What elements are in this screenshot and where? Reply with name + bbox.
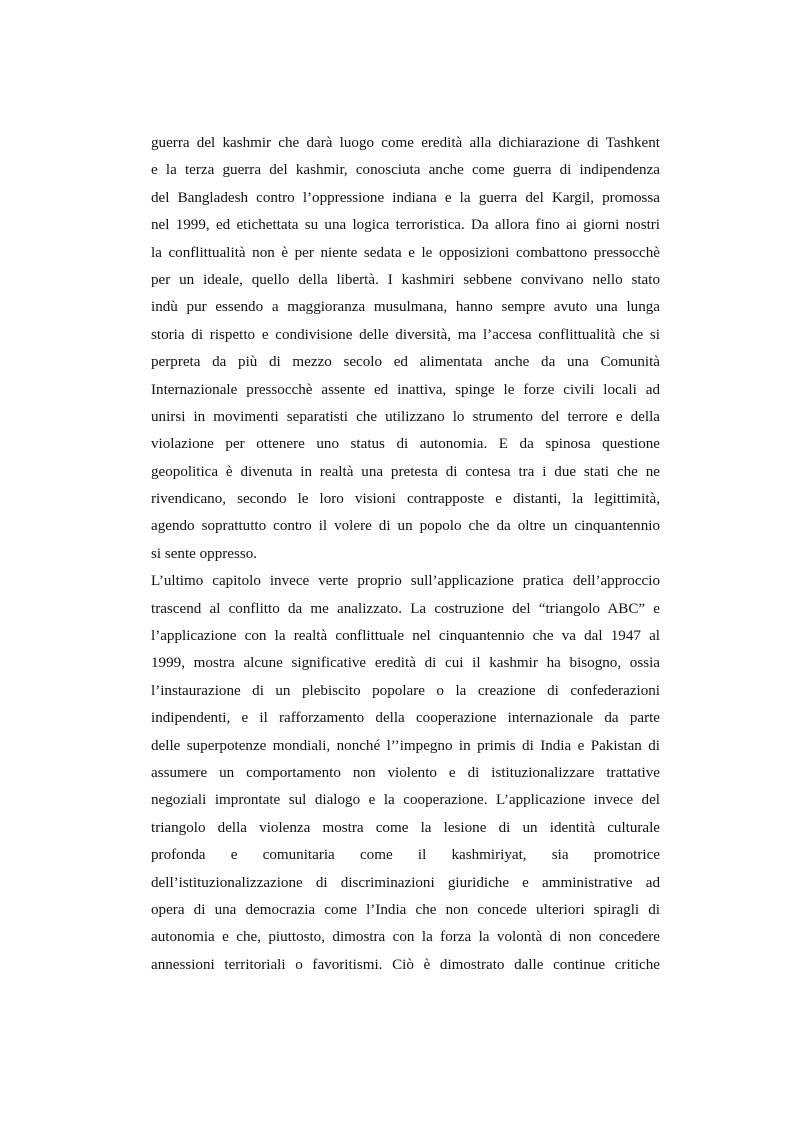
- text-line: l’applicazione con la realtà conflittuale nel cinquantennio che va dal 1947 al: [151, 628, 660, 645]
- text-line: assumere un comportamento non violento e di istituzionalizzare trattative: [151, 764, 660, 781]
- text-line: nel 1999, ed etichettata su una logica terroristica. Da allora fino ai giorni nostri: [151, 217, 660, 234]
- text-line: indipendenti, e il rafforzamento della cooperazione internazionale da parte: [151, 710, 660, 727]
- text-line: la conflittualità non è per niente sedata e le opposizioni combattono pressocchè: [151, 244, 660, 261]
- text-line: unirsi in movimenti separatisti che utilizzano lo strumento del terrore e della: [151, 408, 660, 425]
- text-line: profonda e comunitaria come il kashmiriyat, sia promotrice: [151, 847, 660, 864]
- text-line: agendo soprattutto contro il volere di un popolo che da oltre un cinquantennio: [151, 518, 660, 535]
- text-line: e la terza guerra del kashmir, conosciuta anche come guerra di indipendenza: [151, 162, 660, 179]
- text-line: autonomia e che, piuttosto, dimostra con la forza la volontà di non concedere: [151, 929, 660, 946]
- text-line: Internazionale pressocchè assente ed inattiva, spinge le forze civili locali ad: [151, 381, 660, 398]
- text-line: per un ideale, quello della libertà. I kashmiri sebbene convivano nello stato: [151, 271, 660, 288]
- text-line: delle superpotenze mondiali, nonché l’’impegno in primis di India e Pakistan di: [151, 737, 660, 754]
- text-line: geopolitica è divenuta in realtà una pretesta di contesa tra i due stati che ne: [151, 463, 660, 480]
- text-line: annessioni territoriali o favoritismi. Ciò è dimostrato dalle continue critiche: [151, 956, 660, 973]
- text-line: del Bangladesh contro l’oppressione indiana e la guerra del Kargil, promossa: [151, 189, 660, 206]
- text-line: opera di una democrazia come l’India che non concede ulteriori spiragli di: [151, 901, 660, 918]
- text-line: L’ultimo capitolo invece verte proprio sull’applicazione pratica dell’approccio: [151, 573, 660, 590]
- text-line: negoziali improntate sul dialogo e la cooperazione. L’applicazione invece del: [151, 792, 660, 809]
- text-line: si sente oppresso.: [151, 545, 258, 562]
- text-line: 1999, mostra alcune significative eredità di cui il kashmir ha bisogno, ossia: [151, 655, 660, 672]
- text-line: dell’istituzionalizzazione di discriminazioni giuridiche e amministrative ad: [151, 874, 660, 891]
- text-line: triangolo della violenza mostra come la lesione di un identità culturale: [151, 819, 660, 836]
- text-line: l’instaurazione di un plebiscito popolare o la creazione di confederazioni: [151, 682, 660, 699]
- text-line: storia di rispetto e condivisione delle diversità, ma l’accesa conflittualità che si: [151, 326, 660, 343]
- text-line: guerra del kashmir che darà luogo come eredità alla dichiarazione di Tashkent: [151, 135, 660, 151]
- text-line: violazione per ottenere uno status di autonomia. E da spinosa questione: [151, 436, 660, 453]
- text-line: perpreta da più di mezzo secolo ed alimentata anche da una Comunità: [151, 354, 660, 371]
- text-line: indù pur essendo a maggioranza musulmana, hanno sempre avuto una lunga: [151, 299, 660, 316]
- body-text: [151, 130, 660, 979]
- text-line: rivendicano, secondo le loro visioni contrapposte e distanti, la legittimità,: [151, 491, 660, 508]
- text-line: trascend al conflitto da me analizzato. La costruzione del “triangolo ABC” e: [151, 600, 660, 617]
